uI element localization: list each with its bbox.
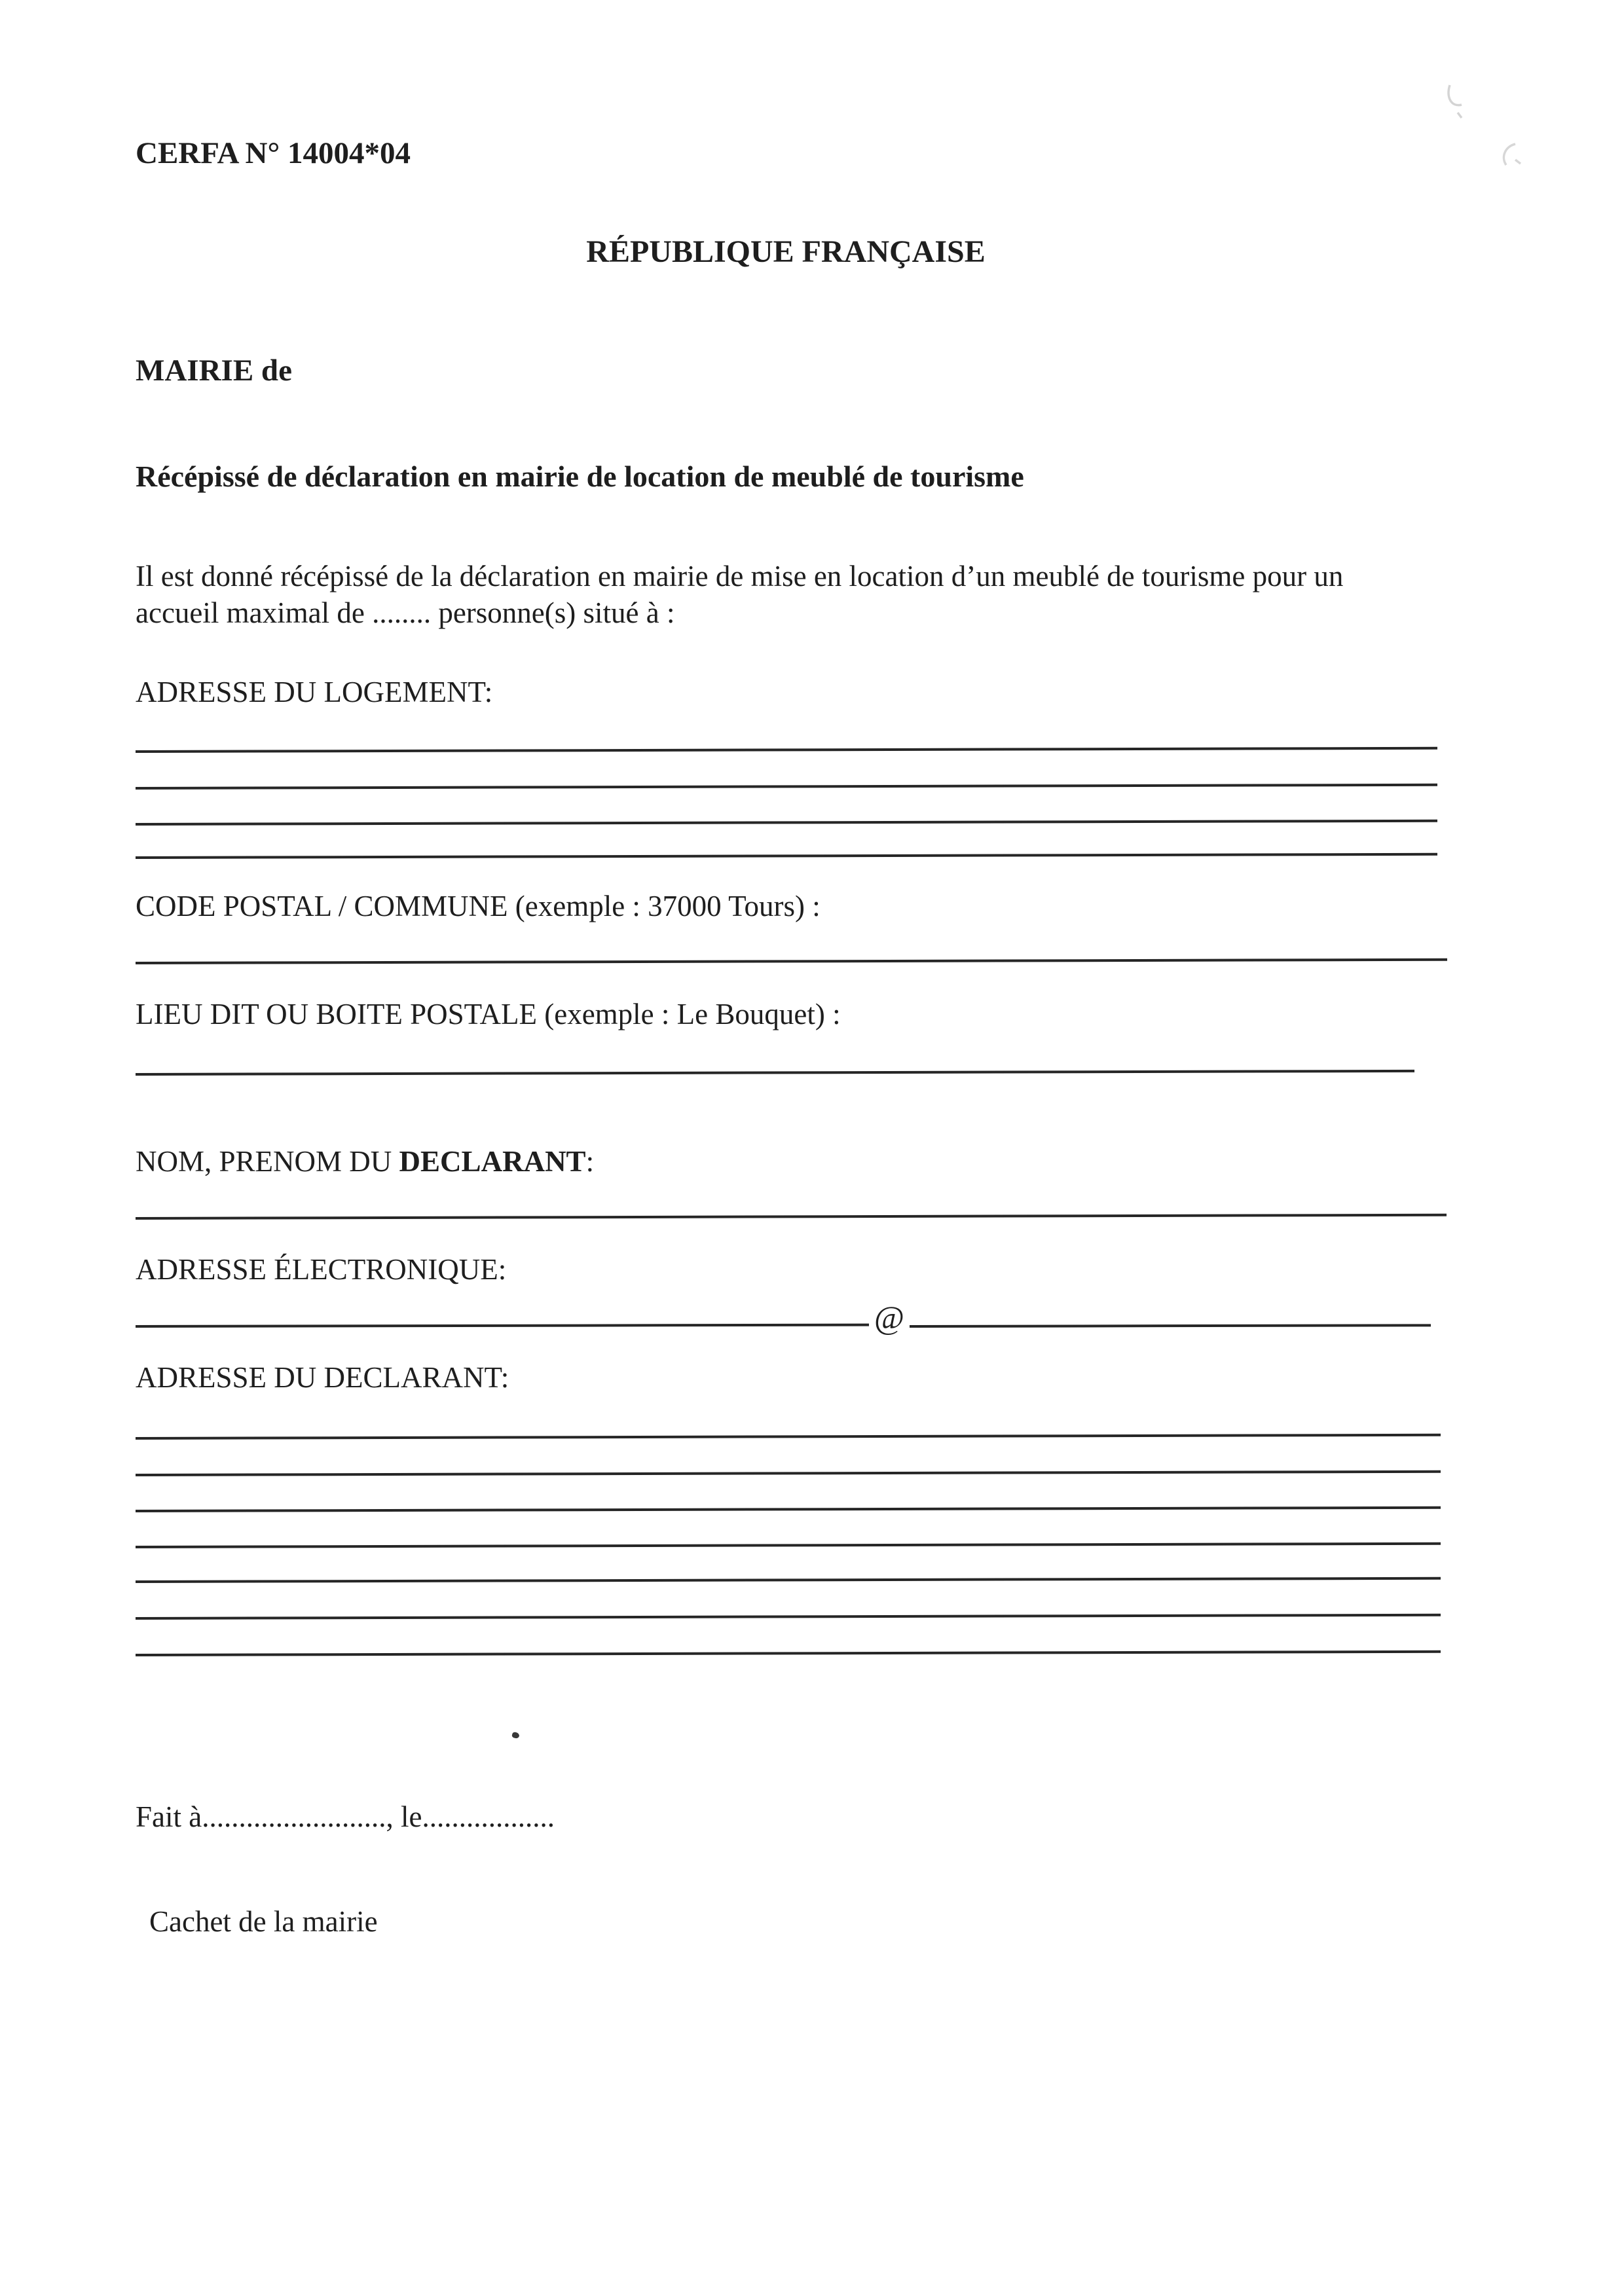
intro-line-2: accueil maximal de ........ personne(s) situé à : <box>136 596 675 629</box>
nom-prenom-label <box>136 1144 594 1179</box>
nom-prenom-label-emphasis: DECLARANT <box>399 1145 586 1178</box>
email-local-part-line <box>136 1324 869 1328</box>
lieu-dit-write-line <box>136 1070 1414 1076</box>
nom-prenom-label-suffix: : <box>585 1145 595 1178</box>
code-postal-label: CODE POSTAL / COMMUNE (exemple : 37000 Tours) : <box>136 890 821 922</box>
at-symbol: @ <box>874 1299 905 1336</box>
fait-a-le-line: Fait à........................., le.................. <box>136 1800 555 1833</box>
declarant-write-line-4 <box>136 1542 1441 1548</box>
nom-prenom-write-line <box>136 1214 1447 1220</box>
logement-write-line-4 <box>136 853 1437 859</box>
logement-write-line-3 <box>136 820 1437 826</box>
republic-header: RÉPUBLIQUE FRANÇAISE <box>586 234 986 269</box>
form-title: Récépissé de déclaration en mairie de location de meublé de tourisme <box>136 460 1024 493</box>
form-number: CERFA N° 14004*04 <box>136 136 411 170</box>
pencil-mark-artifact <box>1496 140 1524 172</box>
email-domain-part-line <box>910 1324 1431 1328</box>
scan-speck-artifact <box>511 1732 520 1740</box>
declarant-write-line-7 <box>136 1650 1441 1656</box>
pencil-mark-artifact <box>1445 79 1476 120</box>
declarant-write-line-2 <box>136 1470 1441 1476</box>
declarant-write-line-5 <box>136 1577 1441 1583</box>
intro-line-1: Il est donné récépissé de la déclaration en mairie de mise en location d’un meublé de tourisme pour un <box>136 560 1344 592</box>
intro-paragraph <box>136 558 1343 631</box>
logement-label: ADRESSE DU LOGEMENT: <box>136 676 493 708</box>
nom-prenom-label-prefix: NOM, PRENOM DU <box>136 1145 399 1178</box>
declarant-write-line-3 <box>136 1506 1441 1512</box>
email-label: ADRESSE ÉLECTRONIQUE: <box>136 1253 507 1286</box>
lieu-dit-label: LIEU DIT OU BOITE POSTALE (exemple : Le Bouquet) : <box>136 998 841 1030</box>
declarant-write-line-1 <box>136 1434 1441 1440</box>
declarant-address-label: ADRESSE DU DECLARANT: <box>136 1361 509 1394</box>
logement-write-line-2 <box>136 784 1437 790</box>
code-postal-write-line <box>136 958 1447 964</box>
mairie-label: MAIRIE de <box>136 354 292 388</box>
cachet-label: Cachet de la mairie <box>149 1905 378 1938</box>
logement-write-line-1 <box>136 747 1437 753</box>
declarant-write-line-6 <box>136 1614 1441 1620</box>
email-write-line <box>136 1291 1431 1336</box>
